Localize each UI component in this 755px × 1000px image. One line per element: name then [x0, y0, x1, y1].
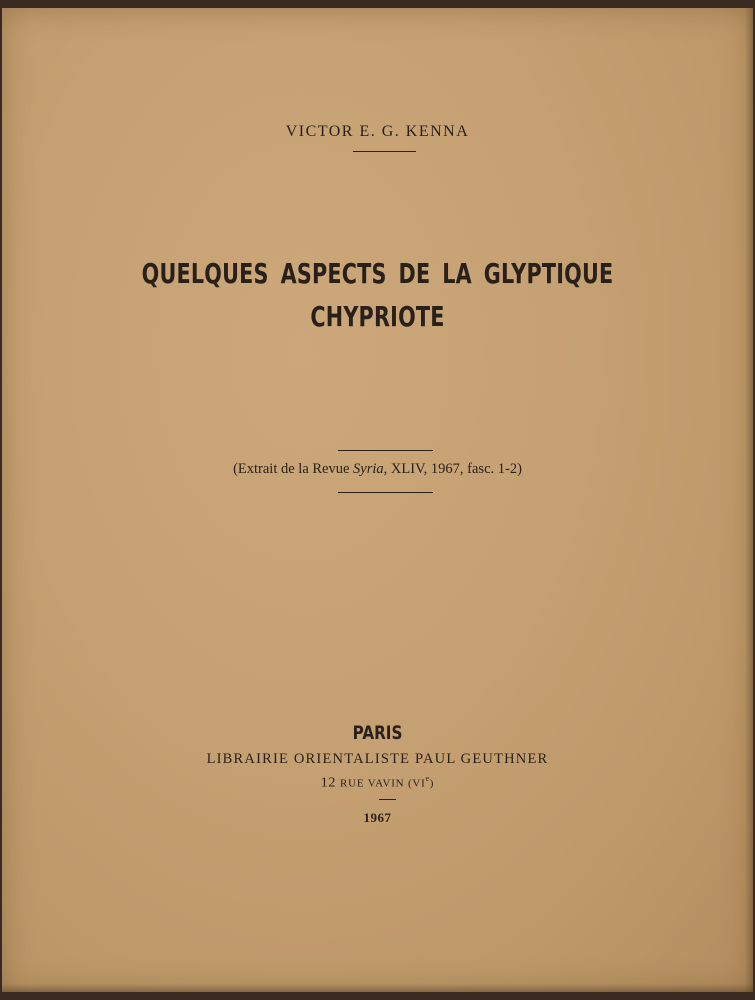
- book-cover: [2, 8, 753, 992]
- year-divider: [379, 799, 396, 800]
- address-superscript: e: [425, 774, 430, 783]
- page-edge-shadow-bottom: [2, 984, 753, 992]
- journal-name: Syria: [353, 461, 384, 477]
- page-edge-shadow: [745, 8, 753, 992]
- author-divider: [353, 151, 416, 152]
- address-street: RUE VAVIN (VI: [340, 777, 426, 790]
- title-line-2: CHYPRIOTE: [310, 300, 445, 333]
- publisher-name: LIBRAIRIE ORIENTALISTE PAUL GEUTHNER: [206, 751, 549, 767]
- address-close: ): [429, 777, 435, 790]
- publication-city: PARIS: [352, 722, 403, 744]
- extract-note: [2, 461, 753, 478]
- extract-suffix: , XLIV, 1967, fasc. 1-2): [383, 461, 522, 477]
- publication-year: 1967: [363, 810, 392, 825]
- author-name: VICTOR E. G. KENNA: [285, 123, 470, 140]
- extract-prefix: (Extrait de la Revue: [233, 461, 354, 477]
- extract-divider-bottom: [338, 492, 433, 493]
- address-number: 12: [320, 775, 341, 791]
- publisher-address: [2, 774, 753, 792]
- extract-divider-top: [338, 450, 433, 451]
- title-line-1: QUELQUES ASPECTS DE LA GLYPTIQUE: [141, 257, 614, 290]
